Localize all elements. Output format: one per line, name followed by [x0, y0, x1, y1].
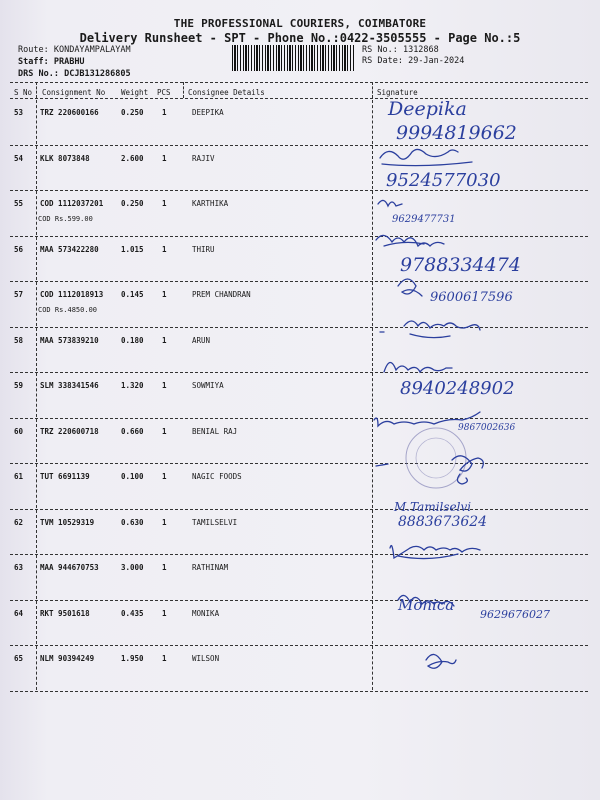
col-header-consignment: Consignment No — [42, 88, 106, 97]
col-divider-3 — [372, 237, 373, 281]
col-divider-1 — [36, 237, 37, 281]
row-consignee: PREM CHANDRAN — [192, 290, 251, 299]
row-sno: 54 — [14, 153, 24, 163]
col-divider-2 — [183, 82, 184, 98]
row-sno: 53 — [14, 108, 24, 117]
col-divider-3 — [372, 510, 373, 554]
row-separator — [10, 463, 588, 464]
row-cod-amount: COD Rs.599.00 — [38, 215, 93, 223]
signature-phone-59: 8940248902 — [400, 378, 515, 399]
col-divider-1 — [36, 328, 37, 372]
signature-phone-53: 9994819662 — [396, 122, 517, 144]
col-divider-3 — [372, 601, 373, 645]
col-divider-1 — [36, 373, 37, 417]
row-separator — [10, 691, 588, 692]
row-pcs: 1 — [162, 199, 167, 208]
row-sno: 55 — [14, 199, 24, 208]
row-sno: 56 — [14, 244, 24, 254]
col-header-weight: Weight — [121, 88, 149, 97]
row-consignment-no: TRZ 220600166 — [40, 108, 99, 117]
rs-date-line — [362, 56, 464, 66]
row-consignment-no: SLM 338341546 — [40, 381, 99, 390]
signature-phone-57: 9600617596 — [430, 290, 513, 305]
row-consignment-no: MAA 573839210 — [40, 335, 99, 345]
row-consignee: ARUN — [192, 335, 211, 345]
row-pcs: 1 — [162, 608, 167, 618]
row-consignment-no: TVM 10529319 — [40, 517, 95, 527]
row-consignee: THIRU — [192, 244, 215, 254]
col-divider-1 — [36, 146, 37, 190]
signature-phone-60: 9867002636 — [458, 423, 516, 433]
row-consignee: TAMILSELVI — [192, 517, 238, 527]
col-divider-3 — [372, 373, 373, 417]
col-divider-3 — [372, 555, 373, 599]
row-separator — [10, 327, 588, 328]
col-divider-1 — [36, 191, 37, 235]
col-divider-1 — [36, 82, 37, 98]
staff-line — [18, 57, 85, 67]
row-weight: 0.435 — [121, 608, 144, 618]
row-consignment-no: TRZ 220600718 — [40, 426, 99, 436]
rs-no-label: RS No.: — [362, 45, 398, 55]
col-divider-1 — [36, 419, 37, 463]
signature-name-53: Deepika — [388, 98, 467, 120]
col-divider-3 — [372, 82, 373, 98]
col-header-signature: Signature — [377, 88, 418, 97]
row-sno: 64 — [14, 608, 24, 618]
header-bottom-rule — [10, 98, 588, 99]
col-divider-3 — [372, 191, 373, 235]
row-consignment-no: TUT 6691139 — [40, 472, 90, 481]
drs-label: DRS No.: — [18, 69, 59, 79]
row-separator — [10, 554, 588, 555]
col-divider-3 — [372, 100, 373, 144]
row-consignment-no: COD 1112018913 — [40, 290, 104, 299]
drs-value: DCJB131286805 — [64, 69, 131, 79]
row-pcs: 1 — [162, 563, 167, 572]
row-pcs: 1 — [162, 244, 167, 254]
col-divider-3 — [372, 646, 373, 690]
row-pcs: 1 — [162, 426, 167, 436]
col-divider-3 — [372, 419, 373, 463]
signature-name-62: M.Tamilselvi — [394, 500, 472, 514]
row-separator — [10, 145, 588, 146]
route-line — [18, 45, 131, 55]
rs-date-value: 29-Jan-2024 — [408, 56, 465, 66]
row-sno: 63 — [14, 563, 24, 572]
row-consignee: NAGIC FOODS — [192, 472, 242, 481]
row-separator — [10, 600, 588, 601]
row-consignee: SOWMIYA — [192, 381, 224, 390]
col-divider-1 — [36, 510, 37, 554]
row-pcs: 1 — [162, 153, 167, 163]
col-header-pcs: PCS — [157, 88, 171, 97]
row-pcs: 1 — [162, 290, 167, 299]
signature-phone-54: 9524577030 — [386, 170, 501, 191]
signature-phone-64: 9629676027 — [480, 608, 550, 621]
row-separator — [10, 236, 588, 237]
col-divider-1 — [36, 100, 37, 144]
col-divider-1 — [36, 601, 37, 645]
col-header-sno: S No — [14, 88, 33, 97]
row-weight: 1.320 — [121, 381, 144, 390]
row-sno: 57 — [14, 290, 24, 299]
route-label: Route: — [18, 45, 49, 55]
row-sno: 59 — [14, 381, 24, 390]
row-pcs: 1 — [162, 335, 167, 345]
row-consignment-no: MAA 944670753 — [40, 563, 99, 572]
row-sno: 60 — [14, 426, 24, 436]
row-weight: 0.100 — [121, 472, 144, 481]
row-consignment-no: COD 1112037201 — [40, 199, 104, 208]
rs-date-label: RS Date: — [362, 56, 403, 66]
signature-name-64: Monica — [398, 596, 455, 614]
runsheet-subtitle: Delivery Runsheet - SPT - Phone No.:0422-3505555 - Page No.:5 — [79, 31, 521, 45]
signature-phone-55: 9629477731 — [392, 214, 456, 225]
col-divider-3 — [372, 282, 373, 326]
drs-line — [18, 69, 131, 79]
row-consignee: KARTHIKA — [192, 199, 229, 208]
row-pcs: 1 — [162, 472, 167, 481]
row-consignment-no: MAA 573422280 — [40, 244, 99, 254]
col-divider-1 — [36, 464, 37, 508]
company-title: THE PROFESSIONAL COURIERS, COIMBATORE — [173, 17, 427, 30]
row-sno: 58 — [14, 335, 24, 345]
row-weight: 1.015 — [121, 244, 144, 254]
row-consignee: BENIAL RAJ — [192, 426, 238, 436]
row-weight: 0.250 — [121, 199, 144, 208]
col-divider-1 — [36, 555, 37, 599]
signature-phone-62: 8883673624 — [398, 514, 488, 530]
staff-label: Staff: — [18, 57, 49, 67]
row-sno: 65 — [14, 654, 24, 663]
rs-no-line — [362, 45, 439, 55]
row-sno: 61 — [14, 472, 24, 481]
row-consignment-no: KLK 8073848 — [40, 153, 90, 163]
signature-phone-56: 9788334474 — [400, 254, 521, 276]
row-weight: 3.000 — [121, 563, 144, 572]
row-separator — [10, 190, 588, 191]
row-pcs: 1 — [162, 517, 167, 527]
header-top-rule — [10, 82, 588, 83]
row-weight: 1.950 — [121, 654, 144, 663]
row-separator — [10, 372, 588, 373]
row-separator — [10, 645, 588, 646]
row-consignee: MONIKA — [192, 608, 220, 618]
row-separator — [10, 509, 588, 510]
row-weight: 2.600 — [121, 153, 144, 163]
row-sno: 62 — [14, 517, 24, 527]
col-divider-1 — [36, 646, 37, 690]
row-weight: 0.630 — [121, 517, 144, 527]
row-weight: 0.145 — [121, 290, 144, 299]
barcode-image — [232, 45, 354, 71]
rs-no-value: 1312868 — [402, 45, 439, 55]
row-pcs: 1 — [162, 654, 167, 663]
col-divider-1 — [36, 282, 37, 326]
row-consignment-no: NLM 90394249 — [40, 654, 95, 663]
row-consignee: RAJIV — [192, 153, 215, 163]
row-cod-amount: COD Rs.4850.00 — [38, 306, 98, 314]
staff-value: PRABHU — [53, 57, 85, 67]
row-consignment-no: RKT 9501618 — [40, 608, 90, 618]
route-value: KONDAYAMPALAYAM — [53, 45, 131, 55]
row-consignee: RATHINAM — [192, 563, 229, 572]
row-consignee: WILSON — [192, 654, 220, 663]
col-divider-3 — [372, 464, 373, 508]
col-divider-3 — [372, 146, 373, 190]
row-weight: 0.180 — [121, 335, 144, 345]
row-weight: 0.660 — [121, 426, 144, 436]
row-pcs: 1 — [162, 381, 167, 390]
col-divider-3 — [372, 328, 373, 372]
row-pcs: 1 — [162, 108, 167, 117]
col-header-consignee: Consignee Details — [188, 88, 265, 97]
row-separator — [10, 418, 588, 419]
row-consignee: DEEPIKA — [192, 108, 224, 117]
row-weight: 0.250 — [121, 108, 144, 117]
row-separator — [10, 281, 588, 282]
